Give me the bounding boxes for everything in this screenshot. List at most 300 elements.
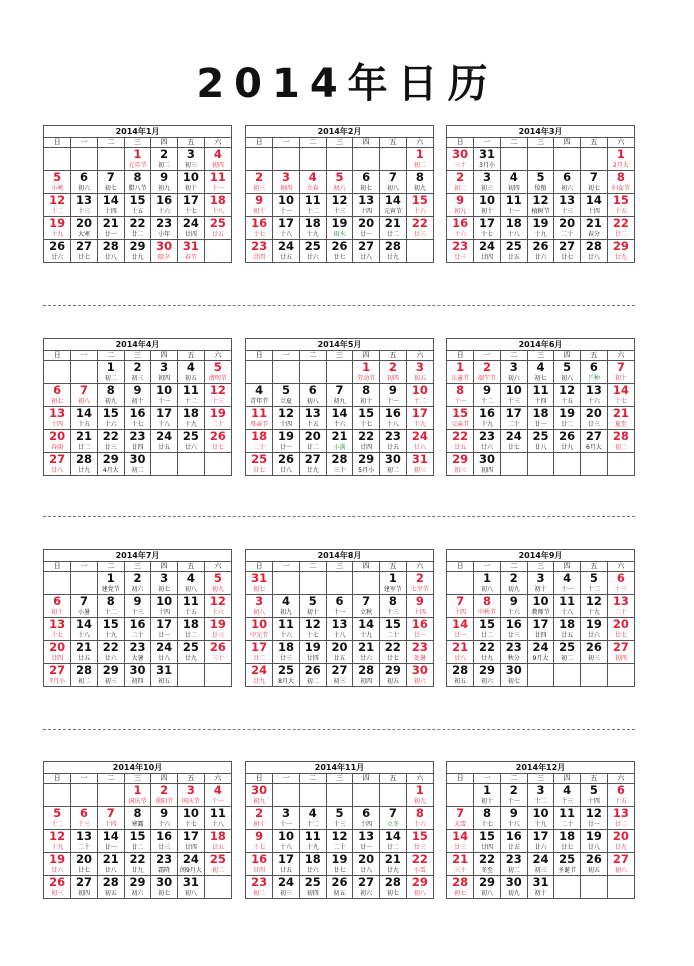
lunar-date: 青年节 bbox=[246, 397, 273, 407]
day-number: 29 bbox=[97, 453, 124, 467]
day-number: 13 bbox=[581, 384, 608, 398]
weekday-header: 二 bbox=[299, 138, 326, 148]
lunar-date: 廿一 bbox=[527, 420, 554, 430]
lunar-date: 3月小 bbox=[474, 161, 501, 171]
day-number: 31 bbox=[527, 876, 554, 890]
day-number: 22 bbox=[97, 430, 124, 444]
lunar-date: 十五 bbox=[124, 207, 151, 217]
lunar-date: 初三 bbox=[447, 466, 474, 475]
lunar-date: 廿三 bbox=[447, 253, 474, 262]
day-number: 8 bbox=[406, 171, 433, 185]
lunar-date: 初六 bbox=[71, 184, 98, 194]
day-number bbox=[71, 148, 98, 162]
day-number: 4 bbox=[178, 361, 205, 375]
day-number: 16 bbox=[500, 618, 527, 632]
weekday-header: 三 bbox=[326, 562, 353, 572]
lunar-date: 初四 bbox=[204, 161, 231, 171]
lunar-date bbox=[326, 161, 353, 171]
weekday-header: 一 bbox=[273, 562, 300, 572]
day-number: 21 bbox=[97, 217, 124, 231]
day-number: 20 bbox=[581, 407, 608, 421]
lunar-date: 十九 bbox=[406, 420, 433, 430]
day-number: 15 bbox=[353, 407, 380, 421]
day-number: 19 bbox=[44, 853, 71, 867]
day-number bbox=[97, 784, 124, 798]
day-number: 12 bbox=[273, 407, 300, 421]
day-number: 15 bbox=[124, 194, 151, 208]
day-number: 28 bbox=[71, 664, 98, 678]
lunar-date: 廿九 bbox=[178, 654, 205, 664]
lunar-date: 圣诞节 bbox=[554, 866, 581, 876]
lunar-date: 十八 bbox=[500, 820, 527, 830]
month-block bbox=[245, 125, 434, 263]
lunar-date: 小暑 bbox=[71, 608, 98, 618]
lunar-date: 十九 bbox=[44, 843, 71, 853]
lunar-date bbox=[299, 585, 326, 595]
dashed-divider bbox=[43, 305, 635, 306]
day-number: 9 bbox=[124, 595, 151, 609]
day-number: 1 bbox=[124, 784, 151, 798]
day-number: 22 bbox=[406, 853, 433, 867]
lunar-date: 二十 bbox=[607, 608, 634, 618]
day-number: 22 bbox=[380, 641, 407, 655]
lunar-date: 初七 bbox=[151, 585, 178, 595]
lunar-date: 初五 bbox=[178, 374, 205, 384]
lunar-date bbox=[447, 797, 474, 807]
day-number: 13 bbox=[71, 194, 98, 208]
lunar-date: 霜降 bbox=[151, 866, 178, 876]
day-number: 13 bbox=[71, 830, 98, 844]
day-number: 12 bbox=[299, 618, 326, 632]
lunar-date: 廿八 bbox=[447, 654, 474, 664]
day-number: 9 bbox=[151, 171, 178, 185]
day-number: 17 bbox=[178, 830, 205, 844]
day-number: 12 bbox=[204, 384, 231, 398]
lunar-date bbox=[44, 161, 71, 171]
lunar-date: 父亲节 bbox=[447, 420, 474, 430]
lunar-date: 廿九 bbox=[607, 253, 634, 262]
day-number: 26 bbox=[273, 453, 300, 467]
lunar-date: 十一 bbox=[273, 820, 300, 830]
day-number bbox=[607, 664, 634, 678]
lunar-date: 端午节 bbox=[474, 374, 501, 384]
day-number: 26 bbox=[554, 430, 581, 444]
lunar-date: 小满 bbox=[326, 443, 353, 453]
lunar-date: 廿二 bbox=[554, 420, 581, 430]
lunar-date bbox=[97, 797, 124, 807]
day-number: 20 bbox=[71, 853, 98, 867]
day-number bbox=[406, 240, 433, 254]
day-number: 16 bbox=[500, 830, 527, 844]
lunar-date: 十九 bbox=[299, 843, 326, 853]
weekday-header: 一 bbox=[273, 138, 300, 148]
day-number: 27 bbox=[326, 664, 353, 678]
lunar-date: 廿四 bbox=[178, 843, 205, 853]
weekday-header: 六 bbox=[607, 351, 634, 361]
lunar-date: 初六 bbox=[554, 184, 581, 194]
lunar-date: 初二 bbox=[246, 889, 273, 898]
lunar-date: 建军节 bbox=[380, 585, 407, 595]
lunar-date: 廿五 bbox=[71, 654, 98, 664]
lunar-date: 十六 bbox=[447, 230, 474, 240]
day-number: 8 bbox=[406, 807, 433, 821]
lunar-date: 十七 bbox=[607, 397, 634, 407]
day-number: 20 bbox=[44, 430, 71, 444]
day-number: 7 bbox=[97, 171, 124, 185]
day-number: 10 bbox=[474, 194, 501, 208]
lunar-date: 初三 bbox=[178, 161, 205, 171]
day-number: 19 bbox=[44, 217, 71, 231]
lunar-date: 初四 bbox=[353, 677, 380, 686]
day-number: 9 bbox=[151, 807, 178, 821]
day-number: 28 bbox=[97, 240, 124, 254]
lunar-date bbox=[204, 889, 231, 898]
day-number: 15 bbox=[97, 618, 124, 632]
lunar-date: 廿九 bbox=[380, 866, 407, 876]
day-number: 28 bbox=[581, 240, 608, 254]
day-number: 7 bbox=[380, 807, 407, 821]
weekday-header: 日 bbox=[447, 774, 474, 784]
lunar-date: 十六 bbox=[406, 820, 433, 830]
lunar-date: 廿六 bbox=[581, 631, 608, 641]
day-number: 15 bbox=[474, 618, 501, 632]
dashed-divider bbox=[43, 729, 635, 730]
lunar-date: 廿六 bbox=[44, 253, 71, 262]
lunar-date: 初九 bbox=[406, 184, 433, 194]
lunar-date: 十八 bbox=[500, 230, 527, 240]
day-number: 7 bbox=[447, 595, 474, 609]
day-number: 20 bbox=[607, 618, 634, 632]
lunar-date: 廿八 bbox=[581, 253, 608, 262]
lunar-date: 廿四 bbox=[178, 230, 205, 240]
day-number: 17 bbox=[246, 641, 273, 655]
weekday-header: 五 bbox=[581, 351, 608, 361]
lunar-date: 廿八 bbox=[273, 466, 300, 475]
lunar-date: 廿六 bbox=[527, 253, 554, 262]
day-number: 26 bbox=[299, 664, 326, 678]
day-number: 28 bbox=[71, 453, 98, 467]
weekday-header: 四 bbox=[554, 138, 581, 148]
day-number: 23 bbox=[447, 240, 474, 254]
lunar-date: 十二 bbox=[97, 608, 124, 618]
day-number: 13 bbox=[44, 407, 71, 421]
lunar-date: 除夕 bbox=[151, 253, 178, 262]
day-number: 1 bbox=[353, 361, 380, 375]
day-number: 5 bbox=[273, 384, 300, 398]
lunar-date bbox=[527, 161, 554, 171]
lunar-date: 十八 bbox=[204, 207, 231, 217]
lunar-date: 初五 bbox=[380, 677, 407, 686]
day-number: 12 bbox=[44, 830, 71, 844]
lunar-date: 小年 bbox=[151, 230, 178, 240]
day-number: 25 bbox=[527, 430, 554, 444]
day-number: 13 bbox=[554, 194, 581, 208]
lunar-date: 重阳节 bbox=[151, 797, 178, 807]
day-number: 15 bbox=[97, 407, 124, 421]
weekday-header: 三 bbox=[326, 351, 353, 361]
lunar-date: 廿五 bbox=[500, 843, 527, 853]
day-number: 1 bbox=[607, 148, 634, 162]
day-number: 9 bbox=[500, 807, 527, 821]
day-number: 14 bbox=[447, 830, 474, 844]
day-number: 30 bbox=[380, 453, 407, 467]
lunar-date bbox=[299, 797, 326, 807]
lunar-date: 初十 bbox=[474, 207, 501, 217]
day-number: 27 bbox=[44, 664, 71, 678]
day-number: 17 bbox=[527, 618, 554, 632]
day-number: 7 bbox=[326, 384, 353, 398]
day-number: 25 bbox=[554, 641, 581, 655]
day-number: 2 bbox=[246, 171, 273, 185]
weekday-header: 二 bbox=[299, 774, 326, 784]
day-number: 25 bbox=[554, 853, 581, 867]
lunar-date bbox=[326, 797, 353, 807]
lunar-date: 清明节 bbox=[204, 374, 231, 384]
lunar-date: 二十 bbox=[71, 843, 98, 853]
lunar-date: 初四 bbox=[299, 889, 326, 898]
lunar-date: 十四 bbox=[581, 207, 608, 217]
weekday-header: 三 bbox=[527, 774, 554, 784]
day-number: 5 bbox=[204, 361, 231, 375]
lunar-date: 十二 bbox=[581, 585, 608, 595]
day-number: 22 bbox=[447, 430, 474, 444]
lunar-date: 初十 bbox=[527, 889, 554, 898]
lunar-date: 初八 bbox=[299, 397, 326, 407]
lunar-date: 初九 bbox=[500, 585, 527, 595]
lunar-date: 初三 bbox=[527, 866, 554, 876]
lunar-date: 二十 bbox=[124, 631, 151, 641]
lunar-date: 廿二 bbox=[71, 443, 98, 453]
lunar-date: 十九 bbox=[353, 631, 380, 641]
day-number: 27 bbox=[71, 876, 98, 890]
day-number: 23 bbox=[406, 641, 433, 655]
lunar-date: 廿一 bbox=[97, 230, 124, 240]
lunar-date: 十七 bbox=[474, 230, 501, 240]
day-number: 31 bbox=[151, 664, 178, 678]
lunar-date: 立冬 bbox=[380, 820, 407, 830]
day-number: 8 bbox=[474, 807, 501, 821]
day-number: 17 bbox=[500, 407, 527, 421]
lunar-date: 廿九 bbox=[124, 866, 151, 876]
day-number: 23 bbox=[500, 853, 527, 867]
day-number: 18 bbox=[178, 407, 205, 421]
day-number: 8 bbox=[97, 384, 124, 398]
day-number: 18 bbox=[178, 618, 205, 632]
lunar-date: 初三 bbox=[44, 889, 71, 898]
weekday-header: 日 bbox=[447, 351, 474, 361]
lunar-date: 十六 bbox=[581, 397, 608, 407]
lunar-date: 十九 bbox=[527, 230, 554, 240]
lunar-date: 初七 bbox=[380, 889, 407, 898]
lunar-date: 廿三 bbox=[97, 443, 124, 453]
day-number: 27 bbox=[581, 430, 608, 444]
day-number: 23 bbox=[246, 240, 273, 254]
lunar-date: 母亲节 bbox=[246, 420, 273, 430]
lunar-date: 十七 bbox=[124, 420, 151, 430]
lunar-date: 十六 bbox=[326, 420, 353, 430]
lunar-date: 二十 bbox=[204, 420, 231, 430]
day-number: 21 bbox=[71, 641, 98, 655]
lunar-date: 廿四 bbox=[474, 843, 501, 853]
day-number: 6 bbox=[299, 384, 326, 398]
day-number bbox=[353, 148, 380, 162]
day-number: 30 bbox=[406, 664, 433, 678]
lunar-date: 初八 bbox=[178, 889, 205, 898]
weekday-header: 四 bbox=[151, 138, 178, 148]
day-number: 28 bbox=[447, 876, 474, 890]
day-number: 14 bbox=[380, 830, 407, 844]
day-number: 21 bbox=[353, 641, 380, 655]
day-number: 27 bbox=[353, 876, 380, 890]
day-number bbox=[273, 572, 300, 586]
lunar-date: 十一 bbox=[151, 397, 178, 407]
day-number: 18 bbox=[246, 430, 273, 444]
day-number: 5 bbox=[554, 361, 581, 375]
lunar-date: 十二 bbox=[474, 397, 501, 407]
lunar-date: 十五 bbox=[554, 397, 581, 407]
lunar-date: 初四 bbox=[151, 374, 178, 384]
day-number: 13 bbox=[607, 595, 634, 609]
day-number: 30 bbox=[474, 453, 501, 467]
day-number: 23 bbox=[124, 430, 151, 444]
day-number: 18 bbox=[500, 217, 527, 231]
lunar-date: 初五 bbox=[447, 677, 474, 686]
weekday-header: 五 bbox=[178, 562, 205, 572]
day-number bbox=[204, 240, 231, 254]
day-number: 5 bbox=[581, 572, 608, 586]
day-number bbox=[299, 361, 326, 375]
day-number: 5 bbox=[299, 595, 326, 609]
lunar-date: 十七 bbox=[246, 843, 273, 853]
lunar-date: 廿二 bbox=[299, 443, 326, 453]
weekday-header: 五 bbox=[380, 138, 407, 148]
day-number: 23 bbox=[246, 876, 273, 890]
lunar-date: 国庆节 bbox=[124, 797, 151, 807]
weekday-header: 日 bbox=[246, 774, 273, 784]
lunar-date: 初十 bbox=[44, 608, 71, 618]
day-number: 10 bbox=[246, 618, 273, 632]
lunar-date: 初六 bbox=[124, 585, 151, 595]
lunar-date: 十一 bbox=[447, 397, 474, 407]
weekday-header: 五 bbox=[380, 351, 407, 361]
lunar-date: 初四 bbox=[273, 184, 300, 194]
lunar-date: 十三 bbox=[326, 820, 353, 830]
day-number: 18 bbox=[273, 641, 300, 655]
lunar-date: 初九 bbox=[447, 207, 474, 217]
lunar-date: 廿八 bbox=[151, 654, 178, 664]
lunar-date: 大暑 bbox=[124, 654, 151, 664]
day-number bbox=[353, 572, 380, 586]
day-number: 11 bbox=[554, 595, 581, 609]
lunar-date: 廿一 bbox=[353, 230, 380, 240]
lunar-date: 十三 bbox=[326, 207, 353, 217]
day-number: 6 bbox=[581, 361, 608, 375]
lunar-date: 初七 bbox=[447, 889, 474, 898]
day-number bbox=[554, 453, 581, 467]
weekday-header: 二 bbox=[97, 138, 124, 148]
day-number: 30 bbox=[151, 240, 178, 254]
day-number: 6 bbox=[71, 807, 98, 821]
day-number: 24 bbox=[527, 853, 554, 867]
lunar-date: 十六 bbox=[500, 608, 527, 618]
day-number: 14 bbox=[97, 194, 124, 208]
weekday-header: 三 bbox=[124, 562, 151, 572]
day-number: 4 bbox=[299, 807, 326, 821]
lunar-date: 二十 bbox=[554, 230, 581, 240]
weekday-header: 二 bbox=[97, 774, 124, 784]
day-number: 11 bbox=[178, 384, 205, 398]
lunar-date: 廿二 bbox=[178, 631, 205, 641]
day-number: 26 bbox=[581, 853, 608, 867]
weekday-header: 五 bbox=[178, 138, 205, 148]
weekday-header: 三 bbox=[527, 138, 554, 148]
day-number bbox=[581, 664, 608, 678]
day-number: 1 bbox=[474, 784, 501, 798]
lunar-date: 初二 bbox=[406, 161, 433, 171]
day-number bbox=[273, 784, 300, 798]
day-number: 16 bbox=[447, 217, 474, 231]
day-number: 22 bbox=[474, 853, 501, 867]
lunar-date: 廿九 bbox=[607, 843, 634, 853]
lunar-date: 十四 bbox=[447, 608, 474, 618]
day-number: 16 bbox=[474, 407, 501, 421]
day-number: 12 bbox=[204, 595, 231, 609]
lunar-date: 廿四 bbox=[299, 654, 326, 664]
lunar-date: 初十 bbox=[246, 207, 273, 217]
day-number: 4 bbox=[273, 595, 300, 609]
day-number: 8 bbox=[353, 384, 380, 398]
day-number: 20 bbox=[326, 641, 353, 655]
lunar-date: 初十 bbox=[124, 397, 151, 407]
lunar-date: 初四 bbox=[71, 889, 98, 898]
day-number: 5 bbox=[44, 171, 71, 185]
lunar-date: 初八 bbox=[406, 889, 433, 898]
lunar-date: 初三 bbox=[581, 654, 608, 664]
day-number: 12 bbox=[326, 194, 353, 208]
day-number: 4 bbox=[204, 784, 231, 798]
lunar-date: 8月大 bbox=[273, 677, 300, 686]
day-number bbox=[326, 148, 353, 162]
weekday-header: 三 bbox=[124, 774, 151, 784]
day-number: 13 bbox=[353, 830, 380, 844]
day-number: 24 bbox=[273, 876, 300, 890]
lunar-date: 初九 bbox=[204, 585, 231, 595]
day-number bbox=[273, 148, 300, 162]
day-number: 15 bbox=[406, 194, 433, 208]
month-title: 2014年10月 bbox=[44, 762, 231, 774]
lunar-date: 廿四 bbox=[474, 253, 501, 262]
lunar-date: 三十 bbox=[447, 161, 474, 171]
lunar-date: 初三 bbox=[124, 374, 151, 384]
lunar-date: 十六 bbox=[151, 207, 178, 217]
day-number: 19 bbox=[326, 853, 353, 867]
day-number: 22 bbox=[474, 641, 501, 655]
day-number: 24 bbox=[474, 240, 501, 254]
lunar-date: 廿八 bbox=[527, 443, 554, 453]
lunar-date: 廿二 bbox=[607, 230, 634, 240]
lunar-date: 初九 bbox=[151, 184, 178, 194]
weekday-header: 六 bbox=[204, 138, 231, 148]
lunar-date: 初三 bbox=[97, 677, 124, 686]
day-number: 19 bbox=[527, 217, 554, 231]
lunar-date: 廿二 bbox=[124, 230, 151, 240]
lunar-date: 廿三 bbox=[273, 654, 300, 664]
day-number bbox=[607, 453, 634, 467]
day-number bbox=[44, 784, 71, 798]
lunar-date: 廿三 bbox=[500, 631, 527, 641]
weekday-header: 四 bbox=[151, 562, 178, 572]
day-number: 21 bbox=[581, 217, 608, 231]
